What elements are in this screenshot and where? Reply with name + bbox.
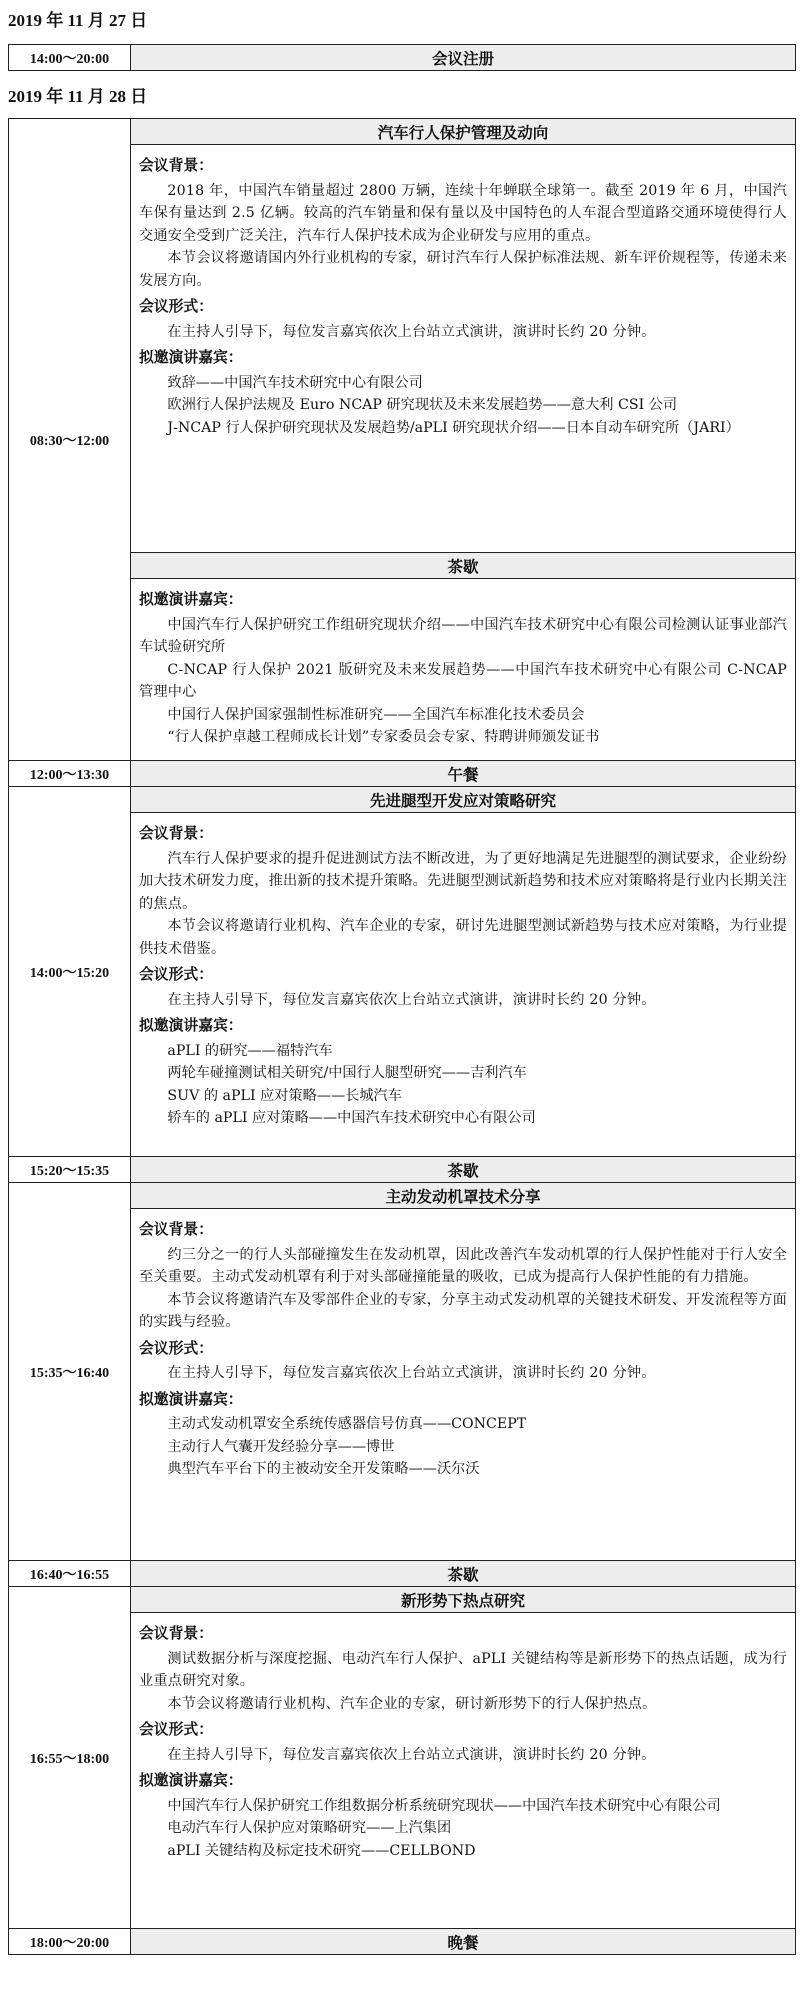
session-body bbox=[131, 1209, 796, 1561]
session-body bbox=[131, 813, 796, 1157]
time-cell: 12:00～13:30 bbox=[9, 761, 131, 787]
time-cell: 14:00～20:00 bbox=[9, 45, 131, 71]
break-title: 茶歇 bbox=[131, 1157, 796, 1183]
speaker-item: 典型汽车平台下的主被动安全开发策略——沃尔沃 bbox=[167, 1461, 480, 1477]
background-paragraph: 本节会议将邀请汽车及零部件企业的专家，分享主动式发动机罩的关键技术研发、开发流程等方面的实践与经验。 bbox=[139, 1291, 787, 1330]
speaker-item: 中国行人保护国家强制性标准研究——全国汽车标准化技术委员会 bbox=[167, 706, 585, 723]
session-title: 会议注册 bbox=[131, 45, 796, 71]
speaker-item: 中国汽车行人保护研究工作组研究现状介绍——中国汽车技术研究中心有限公司检测认证事业部汽车试验研究所 bbox=[139, 616, 787, 655]
speaker-item: 主动式发动机罩安全系统传感器信号仿真——CONCEPT bbox=[167, 1416, 527, 1432]
speaker-item: 两轮车碰撞测试相关研究/中国行人腿型研究——吉利汽车 bbox=[167, 1065, 527, 1081]
session-title: 主动发动机罩技术分享 bbox=[131, 1183, 796, 1209]
break-title: 茶歇 bbox=[131, 1561, 796, 1587]
speakers-label: 拟邀演讲嘉宾： bbox=[139, 349, 243, 366]
background-paragraph: 本节会议将邀请行业机构、汽车企业的专家，研讨新形势下的行人保护热点。 bbox=[167, 1695, 657, 1712]
time-cell: 15:35～16:40 bbox=[9, 1183, 131, 1561]
speaker-item: 中国汽车行人保护研究工作组数据分析系统研究现状——中国汽车技术研究中心有限公司 bbox=[167, 1797, 721, 1814]
session-title: 汽车行人保护管理及动向 bbox=[131, 119, 796, 145]
session-title: 新形势下热点研究 bbox=[131, 1587, 796, 1613]
time-cell: 18:00～20:00 bbox=[9, 1929, 131, 1955]
format-label: 会议形式： bbox=[139, 298, 213, 315]
speaker-item: J-NCAP 行人保护研究现状及发展趋势/aPLI 研究现状介绍——日本自动车研究所（JARI） bbox=[167, 419, 740, 436]
day1-table bbox=[8, 44, 796, 71]
time-cell: 16:40～16:55 bbox=[9, 1561, 131, 1587]
format-text: 在主持人引导下，每位发言嘉宾依次上台站立式演讲，演讲时长约 20 分钟。 bbox=[167, 323, 656, 340]
background-paragraph: 约三分之一的行人头部碰撞发生在发动机罩，因此改善汽车发动机罩的行人保护性能对于行人安全至关重要。主动式发动机罩有利于对头部碰撞能量的吸收，已成为提高行人保护性能的有力措施。 bbox=[139, 1246, 787, 1285]
time-cell: 15:20～15:35 bbox=[9, 1157, 131, 1183]
speaker-item: 轿车的 aPLI 应对策略——中国汽车技术研究中心有限公司 bbox=[167, 1110, 536, 1126]
time-cell: 08:30～12:00 bbox=[9, 119, 131, 761]
speakers-label: 拟邀演讲嘉宾： bbox=[139, 1017, 243, 1034]
format-label: 会议形式： bbox=[139, 966, 213, 983]
background-label: 会议背景： bbox=[139, 1625, 213, 1642]
speaker-item: “行人保护卓越工程师成长计划”专家委员会专家、特聘讲师颁发证书 bbox=[167, 729, 600, 745]
speaker-item: SUV 的 aPLI 应对策略——长城汽车 bbox=[167, 1087, 402, 1104]
speaker-item: 致辞——中国汽车技术研究中心有限公司 bbox=[167, 374, 423, 391]
session-body bbox=[131, 579, 796, 761]
format-label: 会议形式： bbox=[139, 1339, 213, 1357]
background-paragraph: 本节会议将邀请行业机构、汽车企业的专家，研讨先进腿型测试新趋势与技术应对策略，为行业提供技术借鉴。 bbox=[139, 918, 787, 957]
background-paragraph: 本节会议将邀请国内外行业机构的专家，研讨汽车行人保护标准法规、新车评价规程等，传递未来发展方向。 bbox=[139, 250, 787, 289]
time-cell: 16:55～18:00 bbox=[9, 1587, 131, 1929]
break-title: 茶歇 bbox=[131, 553, 796, 579]
lunch-title: 午餐 bbox=[131, 761, 796, 787]
background-paragraph: 测试数据分析与深度挖掘、电动汽车行人保护、aPLI 关键结构等是新形势下的热点话题，成为行业重点研究对象。 bbox=[139, 1650, 787, 1689]
speaker-item: 主动行人气囊开发经验分享——博世 bbox=[167, 1438, 395, 1455]
format-text: 在主持人引导下，每位发言嘉宾依次上台站立式演讲，演讲时长约 20 分钟。 bbox=[167, 1365, 656, 1381]
format-text: 在主持人引导下，每位发言嘉宾依次上台站立式演讲，演讲时长约 20 分钟。 bbox=[167, 1746, 656, 1763]
speaker-item: aPLI 的研究——福特汽车 bbox=[167, 1042, 333, 1059]
time-cell: 14:00～15:20 bbox=[9, 787, 131, 1157]
background-paragraph: 2018 年，中国汽车销量超过 2800 万辆，连续十年蝉联全球第一。截至 2019 年 6 月，中国汽车保有量达到 2.5 亿辆。较高的汽车销量和保有量以及中国特色的人车混合型道路交通环境使得行人交通安全受到广泛关注，汽车行人保护技术成为企业研发与应用的重点。 bbox=[139, 182, 787, 244]
format-label: 会议形式： bbox=[139, 1721, 213, 1738]
session-body bbox=[131, 145, 796, 553]
day2-date: 2019 年 11 月 28 日 bbox=[8, 87, 148, 106]
speakers-label: 拟邀演讲嘉宾： bbox=[139, 1772, 243, 1789]
speakers-label: 拟邀演讲嘉宾： bbox=[139, 1390, 243, 1408]
session-title: 先进腿型开发应对策略研究 bbox=[131, 787, 796, 813]
background-label: 会议背景： bbox=[139, 825, 213, 842]
format-text: 在主持人引导下，每位发言嘉宾依次上台站立式演讲，演讲时长约 20 分钟。 bbox=[167, 991, 656, 1008]
background-label: 会议背景： bbox=[139, 157, 213, 174]
session-body bbox=[131, 1613, 796, 1929]
background-paragraph: 汽车行人保护要求的提升促进测试方法不断改进，为了更好地满足先进腿型的测试要求，企业纷纷加大技术研发力度，推出新的技术提升策略。先进腿型测试新趋势和技术应对策略将是行业内长期关注的焦点。 bbox=[139, 850, 787, 912]
speaker-item: 欧洲行人保护法规及 Euro NCAP 研究现状及未来发展趋势——意大利 CSI 公司 bbox=[167, 397, 678, 413]
background-label: 会议背景： bbox=[139, 1221, 213, 1238]
day1-date: 2019 年 11 月 27 日 bbox=[8, 11, 148, 30]
speaker-item: aPLI 关键结构及标定技术研究——CELLBOND bbox=[167, 1842, 476, 1859]
speakers-label: 拟邀演讲嘉宾： bbox=[139, 591, 243, 608]
dinner-title: 晚餐 bbox=[131, 1929, 796, 1955]
speaker-item: 电动汽车行人保护应对策略研究——上汽集团 bbox=[167, 1820, 452, 1836]
day2-table bbox=[8, 118, 796, 1955]
speaker-item: C-NCAP 行人保护 2021 版研究及未来发展趋势——中国汽车技术研究中心有限公司 C-NCAP 管理中心 bbox=[139, 661, 787, 700]
